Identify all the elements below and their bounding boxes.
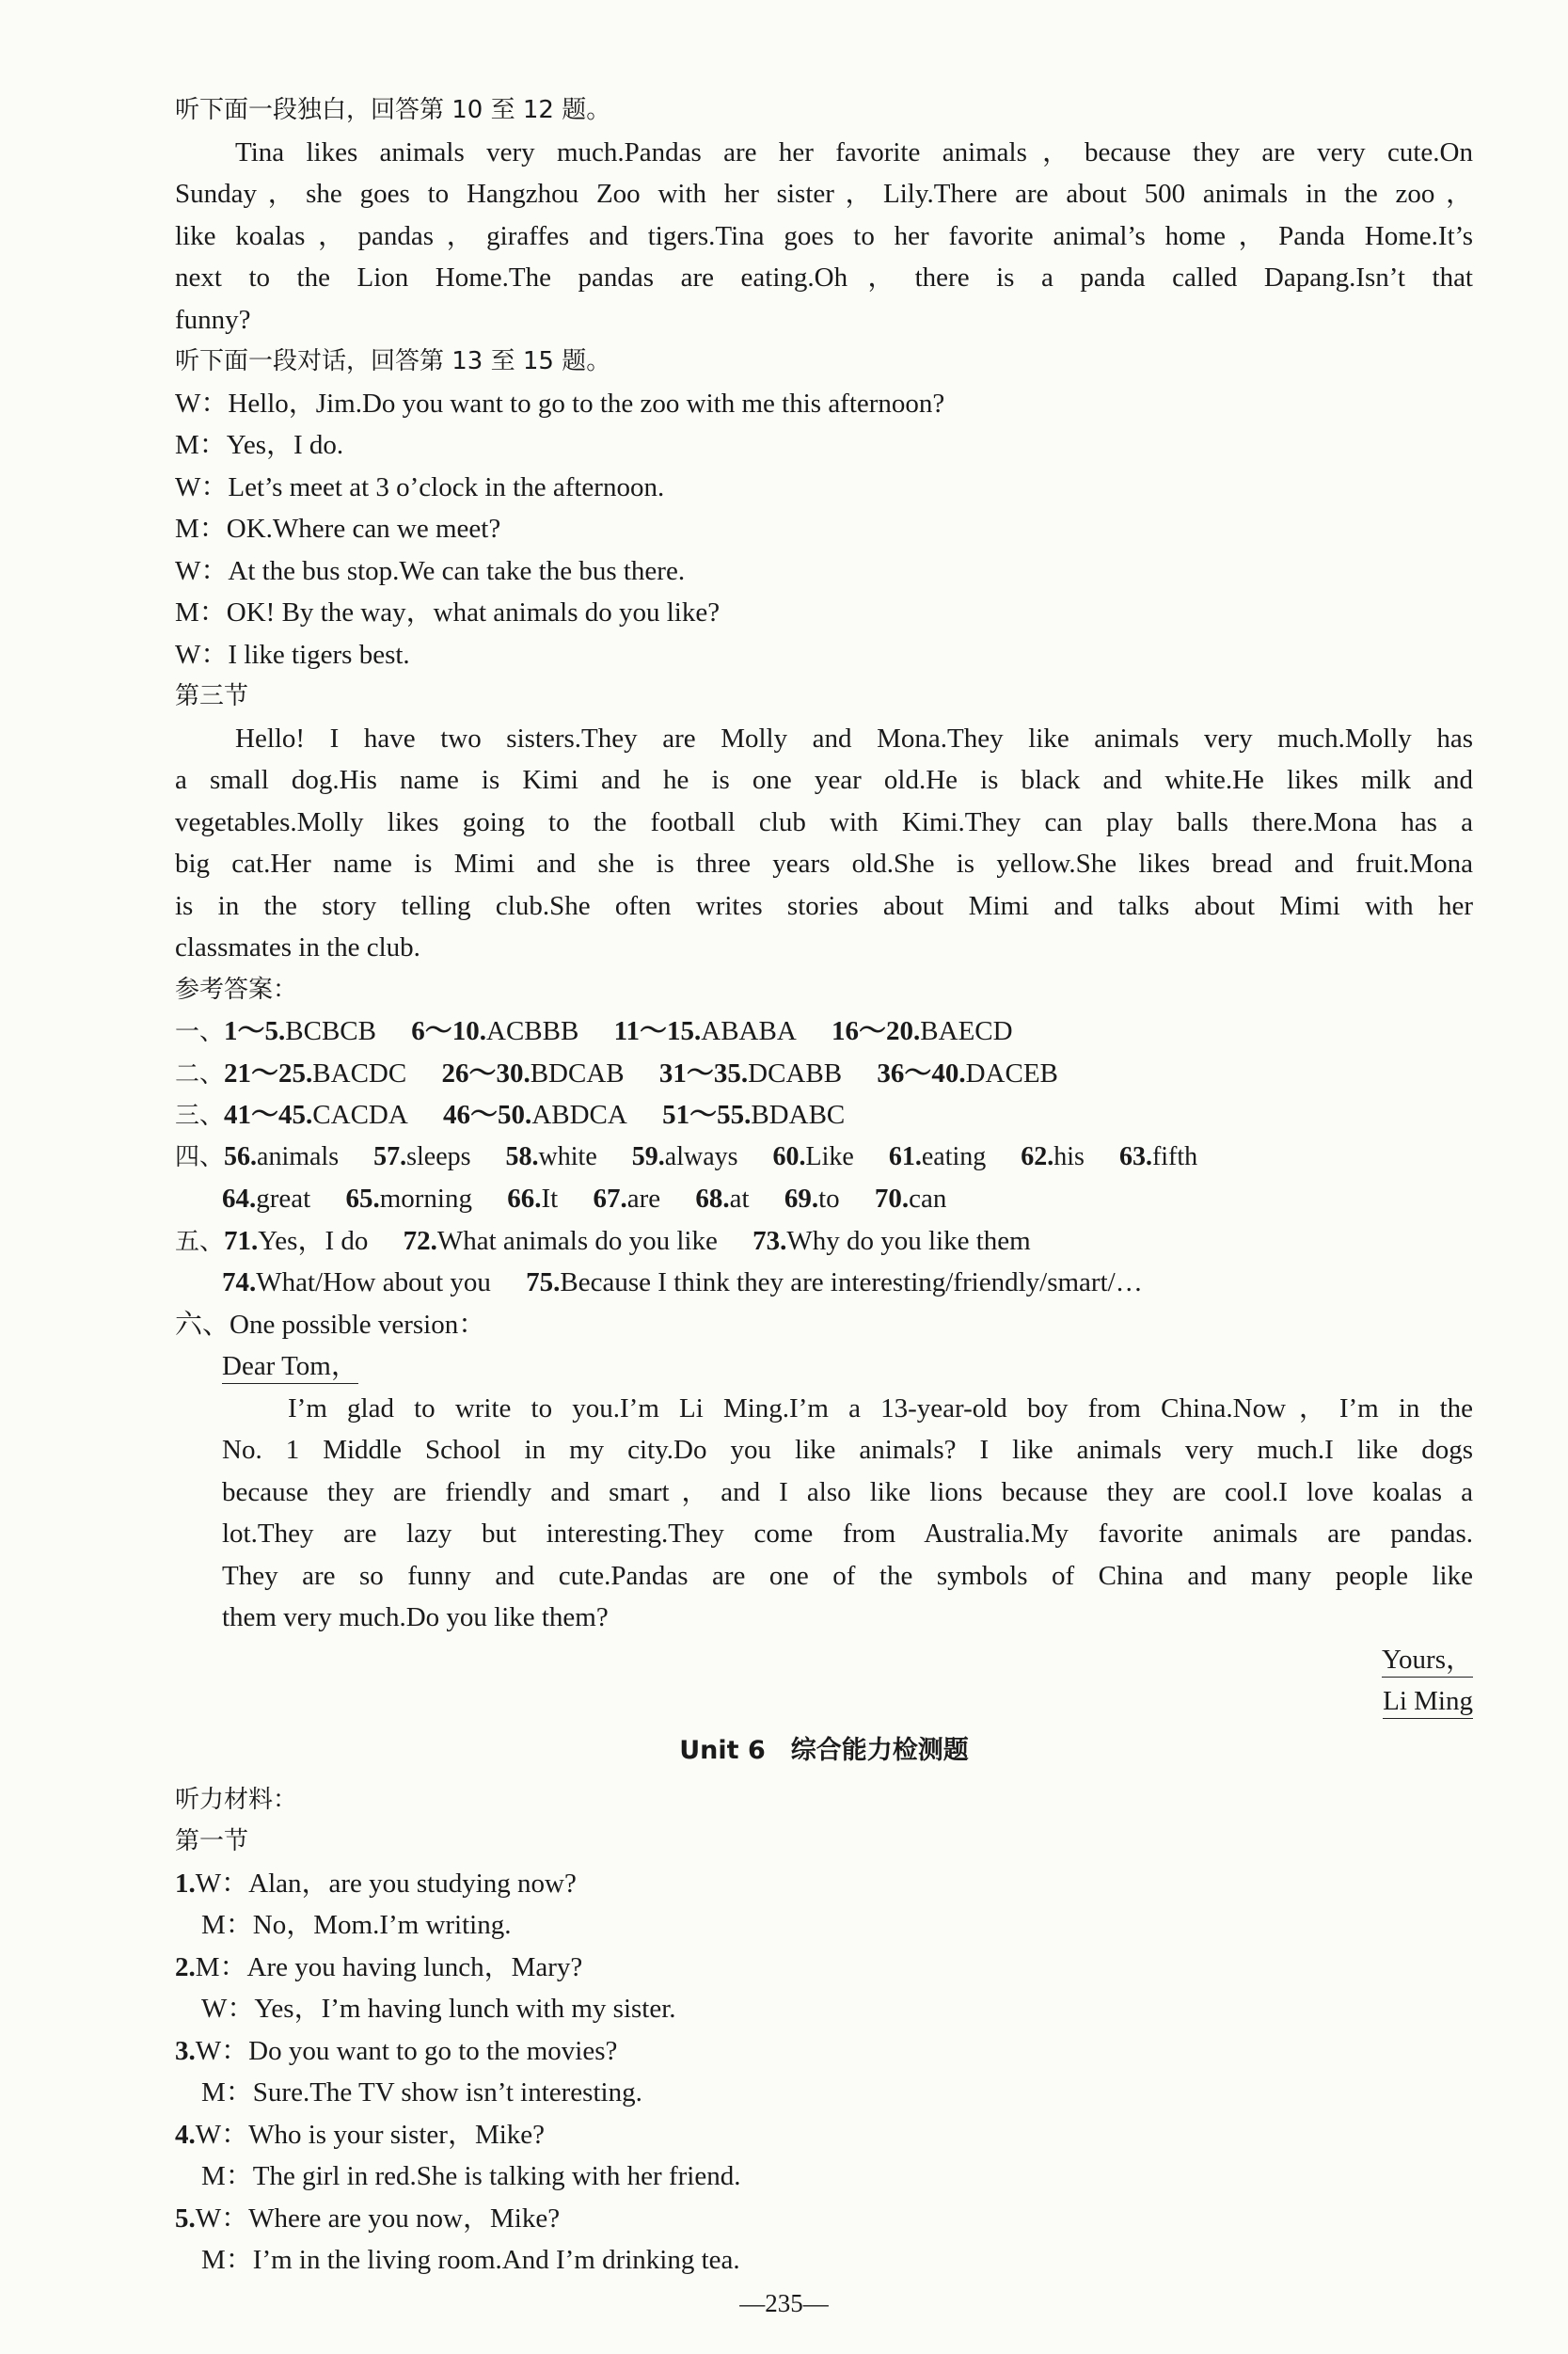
answer-number: 61.	[888, 1141, 922, 1171]
answer-number: 36～40.	[877, 1058, 966, 1089]
question-line	[175, 1947, 1473, 1989]
answer-value: fifth	[1151, 1141, 1198, 1171]
answer-value: Like	[805, 1141, 854, 1171]
dialogue-line: W：Hello，Jim.Do you want to go to the zoo with me this afternoon?	[175, 388, 945, 419]
answer-value: It	[541, 1184, 559, 1214]
answer-number: 68.	[695, 1184, 730, 1214]
answer-row	[175, 1262, 1473, 1304]
answer-number: 21～25.	[224, 1058, 313, 1089]
answer-value: his	[1053, 1141, 1085, 1171]
answer-prefix: 三、	[175, 1102, 225, 1130]
answer-value: to	[818, 1184, 840, 1214]
answer-number: 57.	[373, 1141, 407, 1171]
question-text: M：Are you having lunch，Mary?	[195, 1951, 583, 1982]
answer-value: BACDC	[312, 1058, 407, 1089]
answer-number: 6～10.	[411, 1016, 487, 1046]
question-line	[175, 2198, 1473, 2240]
question-text: W：Do you want to go to the movies?	[195, 2035, 618, 2066]
answer-row	[175, 1010, 1473, 1053]
listening-heading: 听力材料：	[175, 1785, 298, 1814]
answer-value: BDCAB	[530, 1058, 625, 1089]
answer-number: 71.	[224, 1225, 259, 1256]
answer-prefix: 一、	[175, 1018, 225, 1046]
section-heading: 第一节	[175, 1827, 249, 1855]
answer-number: 60.	[772, 1141, 806, 1171]
answer-number: 41～45.	[224, 1100, 313, 1130]
letter-line: because they are friendly and smart，and I also like lions because they are cool.I love koalas a	[222, 1476, 1473, 1507]
section-heading: 听下面一段对话，回答第 13 至 15 题。	[175, 347, 611, 375]
signature-text: Li Ming	[1383, 1686, 1473, 1719]
answer-row	[175, 1053, 1473, 1095]
answer-value: CACDA	[312, 1100, 408, 1130]
answer-line: M：The girl in red.She is talking with her friend.	[201, 2161, 741, 2191]
answer-number: 70.	[874, 1184, 910, 1214]
answer-number: 11～15.	[613, 1016, 702, 1046]
question-number: 2.	[175, 1951, 196, 1982]
paragraph-line: like koalas，pandas，giraffes and tigers.Tina goes to her favorite animal’s home，Panda Home.It’s	[175, 220, 1473, 251]
answer-number: 46～50.	[443, 1100, 532, 1130]
answer-number: 63.	[1118, 1141, 1152, 1171]
unit-title: Unit 6 综合能力检测题	[679, 1735, 969, 1765]
question-number: 4.	[175, 2119, 196, 2150]
answer-line: M：I’m in the living room.And I’m drinking tea.	[201, 2245, 740, 2275]
paragraph-line: big cat.Her name is Mimi and she is three years old.She is yellow.She likes bread and fruit.Mona	[175, 849, 1473, 879]
answer-number: 1～5.	[224, 1016, 286, 1046]
question-text: W：Where are you now，Mike?	[195, 2203, 561, 2234]
letter-line: No. 1 Middle School in my city.Do you like animals? I like animals very much.I like dogs	[222, 1435, 1473, 1465]
question-line	[175, 2114, 1473, 2156]
answer-value: animals	[257, 1141, 340, 1171]
answer-value: BCBCB	[285, 1016, 376, 1046]
answer-row	[175, 1137, 1473, 1179]
answer-value: Why do you like them	[786, 1225, 1031, 1256]
answer-number: 67.	[593, 1184, 627, 1214]
dialogue-line: W：At the bus stop.We can take the bus there.	[175, 555, 686, 586]
answer-line: W：Yes，I’m having lunch with my sister.	[201, 1994, 676, 2024]
answer-number: 59.	[631, 1141, 665, 1171]
answer-value: morning	[379, 1184, 472, 1214]
answer-number: 58.	[505, 1141, 539, 1171]
paragraph-line: is in the story telling club.She often writes stories about Mimi and talks about Mimi with her	[175, 890, 1473, 921]
answer-number: 31～35.	[658, 1058, 749, 1089]
question-number: 5.	[175, 2203, 196, 2234]
answer-value: great	[256, 1184, 311, 1214]
answer-value: eating	[921, 1141, 987, 1171]
answer-number: 74.	[222, 1267, 257, 1297]
paragraph-line: vegetables.Molly likes going to the football club with Kimi.They can play balls there.Mona has a	[175, 806, 1473, 837]
paragraph-line: Sunday，she goes to Hangzhou Zoo with her sister，Lily.There are about 500 animals in the zoo，	[175, 179, 1473, 209]
answer-value: What/How about you	[256, 1267, 491, 1297]
answer-number: 51～55.	[662, 1100, 752, 1130]
answer-number: 65.	[345, 1184, 380, 1214]
answer-number: 64.	[222, 1184, 257, 1214]
dialogue-line: M：OK.Where can we meet?	[175, 514, 501, 544]
paragraph-line: classmates in the club.	[175, 932, 420, 962]
dialogue-line: M：OK! By the way，what animals do you like?	[175, 597, 721, 628]
section-heading: 听下面一段独白，回答第 10 至 12 题。	[175, 96, 611, 124]
letter-closing	[175, 1639, 1473, 1681]
answer-prefix: 四、	[175, 1142, 225, 1171]
answer-number: 26～30.	[441, 1058, 531, 1089]
answer-value: ABABA	[701, 1016, 797, 1046]
page-number: —235—	[739, 2289, 829, 2317]
answer-number: 56.	[224, 1141, 258, 1171]
answer-prefix: 二、	[175, 1059, 225, 1089]
answer-row	[175, 1094, 1473, 1137]
answer-value: Yes，I do	[258, 1225, 369, 1256]
question-line	[175, 2030, 1473, 2073]
answer-value: DCABB	[748, 1058, 843, 1089]
answer-row	[175, 1178, 1473, 1220]
question-text: W：Alan，are you studying now?	[195, 1868, 577, 1899]
answer-value: can	[909, 1184, 947, 1214]
letter-salutation	[175, 1345, 1473, 1388]
answer-number: 16～20.	[832, 1016, 921, 1046]
answer-prefix: 五、	[175, 1227, 225, 1256]
paragraph-line: funny?	[175, 304, 251, 335]
answer-value: ACBBB	[486, 1016, 579, 1046]
paragraph-line: Hello! I have two sisters.They are Molly and Mona.They like animals very much.Molly has	[235, 723, 1473, 754]
letter-line: them very much.Do you like them?	[222, 1602, 609, 1632]
letter-signature	[175, 1680, 1473, 1723]
answer-value: sleeps	[406, 1141, 471, 1171]
paragraph-line: a small dog.His name is Kimi and he is one year old.He is black and white.He likes milk and	[175, 765, 1473, 795]
closing-text: Yours，	[1382, 1645, 1473, 1678]
paragraph-line: next to the Lion Home.The pandas are eating.Oh，there is a panda called Dapang.Isn’t that	[175, 262, 1473, 293]
letter-line: I’m glad to write to you.I’m Li Ming.I’m a 13-year-old boy from China.Now，I’m in the	[288, 1392, 1473, 1424]
answer-value: DACEB	[965, 1058, 1058, 1089]
answer-value: BDABC	[751, 1100, 846, 1130]
answer-value: are	[626, 1184, 661, 1214]
answers-heading: 参考答案：	[175, 975, 298, 1004]
answer-value: always	[664, 1141, 738, 1171]
answer-value: Because I think they are interesting/friendly/smart/…	[560, 1267, 1143, 1297]
answer-value: ABDCA	[531, 1100, 627, 1130]
letter-line: They are so funny and cute.Pandas are one of the symbols of China and many people like	[222, 1560, 1473, 1591]
answer-line: M：No，Mom.I’m writing.	[201, 1910, 512, 1940]
question-number: 3.	[175, 2035, 196, 2066]
answer-number: 62.	[1021, 1141, 1054, 1171]
answer-number: 72.	[403, 1225, 437, 1256]
dialogue-line: M：Yes，I do.	[175, 430, 344, 460]
dialogue-line: W：Let’s meet at 3 o’clock in the afternoon.	[175, 471, 665, 502]
salutation-text: Dear Tom，	[222, 1351, 358, 1384]
question-number: 1.	[175, 1868, 196, 1899]
answer-value: What animals do you like	[436, 1225, 718, 1256]
question-text: W：Who is your sister，Mike?	[195, 2119, 546, 2150]
paragraph-line: Tina likes animals very much.Pandas are her favorite animals，because they are very cute.On	[235, 136, 1473, 167]
answer-line: M：Sure.The TV show isn’t interesting.	[201, 2077, 642, 2107]
answer-row	[175, 1220, 1473, 1263]
dialogue-line: W：I like tigers best.	[175, 639, 410, 670]
answer-value: white	[538, 1141, 597, 1171]
answer-value: BAECD	[920, 1016, 1013, 1046]
letter-line: lot.They are lazy but interesting.They come from Australia.My favorite animals are pandas.	[222, 1519, 1473, 1549]
answer-number: 66.	[507, 1184, 542, 1214]
question-line	[175, 1863, 1473, 1905]
answer-number: 69.	[784, 1184, 819, 1214]
section-heading: 第三节	[175, 682, 249, 710]
answer-number: 75.	[526, 1267, 561, 1297]
writing-heading: 六、One possible version：	[175, 1309, 486, 1340]
answer-value: at	[729, 1184, 750, 1214]
answer-number: 73.	[752, 1225, 787, 1256]
page-content	[175, 89, 1473, 2282]
